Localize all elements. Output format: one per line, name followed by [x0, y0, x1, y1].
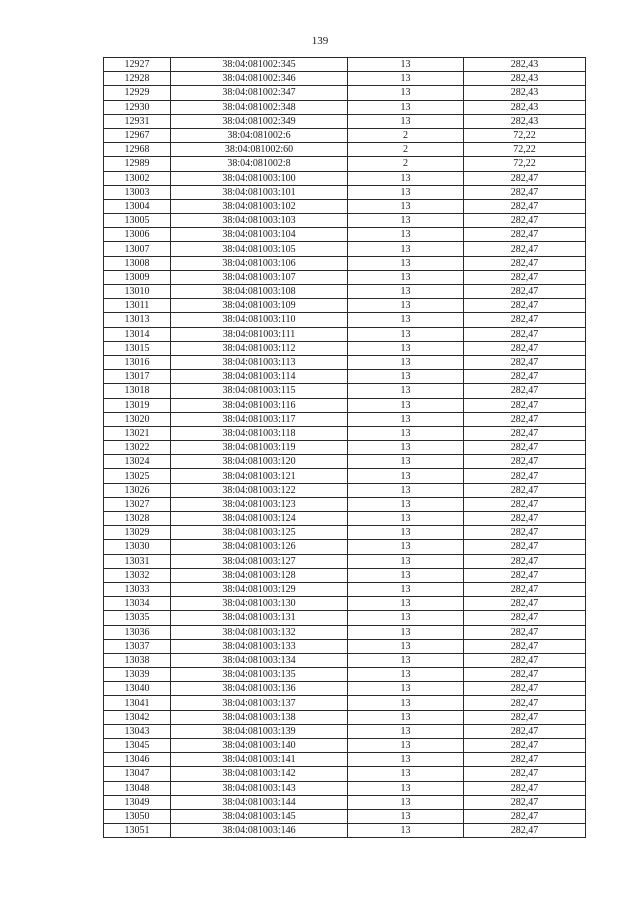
- table-row: [104, 398, 586, 412]
- table-row: [104, 72, 586, 86]
- amount-cell: 282,47: [464, 639, 586, 653]
- share-count-cell: 13: [348, 739, 464, 753]
- cadastral-number-cell: 38:04:081003:114: [171, 370, 348, 384]
- table-row: [104, 185, 586, 199]
- cadastral-number-cell: 38:04:081003:146: [171, 824, 348, 838]
- record-number-cell: 13040: [104, 682, 171, 696]
- cadastral-number-cell: 38:04:081003:123: [171, 497, 348, 511]
- cadastral-number-cell: 38:04:081003:117: [171, 412, 348, 426]
- amount-cell: 282,47: [464, 384, 586, 398]
- share-count-cell: 13: [348, 72, 464, 86]
- record-number-cell: 13036: [104, 625, 171, 639]
- record-number-cell: 13027: [104, 497, 171, 511]
- record-number-cell: 12931: [104, 114, 171, 128]
- record-number-cell: 12967: [104, 128, 171, 142]
- cadastral-number-cell: 38:04:081003:116: [171, 398, 348, 412]
- table-row: [104, 767, 586, 781]
- amount-cell: 282,47: [464, 668, 586, 682]
- table-row: [104, 824, 586, 838]
- record-number-cell: 13022: [104, 441, 171, 455]
- share-count-cell: 13: [348, 285, 464, 299]
- share-count-cell: 13: [348, 497, 464, 511]
- share-count-cell: 13: [348, 242, 464, 256]
- cadastral-number-cell: 38:04:081003:142: [171, 767, 348, 781]
- cadastral-number-cell: 38:04:081003:109: [171, 299, 348, 313]
- record-number-cell: 13017: [104, 370, 171, 384]
- record-number-cell: 13028: [104, 512, 171, 526]
- table-row: [104, 724, 586, 738]
- record-number-cell: 13031: [104, 554, 171, 568]
- amount-cell: 282,47: [464, 597, 586, 611]
- table-row: [104, 469, 586, 483]
- share-count-cell: 13: [348, 313, 464, 327]
- amount-cell: 282,47: [464, 441, 586, 455]
- share-count-cell: 13: [348, 582, 464, 596]
- table-row: [104, 441, 586, 455]
- cadastral-number-cell: 38:04:081003:139: [171, 724, 348, 738]
- amount-cell: 282,47: [464, 739, 586, 753]
- table-row: [104, 242, 586, 256]
- record-number-cell: 13047: [104, 767, 171, 781]
- amount-cell: 282,47: [464, 512, 586, 526]
- share-count-cell: 13: [348, 809, 464, 823]
- amount-cell: 282,47: [464, 767, 586, 781]
- record-number-cell: 12989: [104, 157, 171, 171]
- record-number-cell: 13051: [104, 824, 171, 838]
- amount-cell: 72,22: [464, 143, 586, 157]
- amount-cell: 282,47: [464, 256, 586, 270]
- record-number-cell: 13007: [104, 242, 171, 256]
- amount-cell: 282,47: [464, 426, 586, 440]
- amount-cell: 282,43: [464, 100, 586, 114]
- share-count-cell: 13: [348, 412, 464, 426]
- record-number-cell: 13048: [104, 781, 171, 795]
- share-count-cell: 13: [348, 370, 464, 384]
- record-number-cell: 13019: [104, 398, 171, 412]
- table-row: [104, 795, 586, 809]
- record-number-cell: 13038: [104, 653, 171, 667]
- cadastral-number-cell: 38:04:081003:104: [171, 228, 348, 242]
- amount-cell: 282,47: [464, 270, 586, 284]
- share-count-cell: 13: [348, 185, 464, 199]
- cadastral-number-cell: 38:04:081003:129: [171, 582, 348, 596]
- amount-cell: 282,47: [464, 185, 586, 199]
- record-number-cell: 13004: [104, 199, 171, 213]
- cadastral-number-cell: 38:04:081003:133: [171, 639, 348, 653]
- table-row: [104, 100, 586, 114]
- cadastral-number-cell: 38:04:081003:138: [171, 710, 348, 724]
- share-count-cell: 13: [348, 299, 464, 313]
- amount-cell: 282,47: [464, 625, 586, 639]
- record-number-cell: 13015: [104, 341, 171, 355]
- amount-cell: 282,47: [464, 214, 586, 228]
- amount-cell: 282,47: [464, 497, 586, 511]
- table-row: [104, 327, 586, 341]
- cadastral-number-cell: 38:04:081003:100: [171, 171, 348, 185]
- table-row: [104, 739, 586, 753]
- record-number-cell: 13003: [104, 185, 171, 199]
- share-count-cell: 13: [348, 469, 464, 483]
- share-count-cell: 13: [348, 568, 464, 582]
- amount-cell: 282,47: [464, 228, 586, 242]
- share-count-cell: 13: [348, 199, 464, 213]
- amount-cell: 282,47: [464, 540, 586, 554]
- table-row: [104, 384, 586, 398]
- cadastral-number-cell: 38:04:081003:108: [171, 285, 348, 299]
- share-count-cell: 13: [348, 327, 464, 341]
- table-row: [104, 611, 586, 625]
- cadastral-number-cell: 38:04:081003:127: [171, 554, 348, 568]
- amount-cell: 282,43: [464, 72, 586, 86]
- amount-cell: 282,47: [464, 412, 586, 426]
- share-count-cell: 13: [348, 824, 464, 838]
- cadastral-number-cell: 38:04:081003:110: [171, 313, 348, 327]
- table-row: [104, 128, 586, 142]
- table-row: [104, 597, 586, 611]
- cadastral-number-cell: 38:04:081003:111: [171, 327, 348, 341]
- table-row: [104, 412, 586, 426]
- cadastral-number-cell: 38:04:081003:121: [171, 469, 348, 483]
- share-count-cell: 13: [348, 256, 464, 270]
- cadastral-number-cell: 38:04:081003:136: [171, 682, 348, 696]
- table-row: [104, 270, 586, 284]
- amount-cell: 282,47: [464, 327, 586, 341]
- record-number-cell: 13018: [104, 384, 171, 398]
- amount-cell: 72,22: [464, 157, 586, 171]
- share-count-cell: 13: [348, 355, 464, 369]
- record-number-cell: 13005: [104, 214, 171, 228]
- cadastral-number-cell: 38:04:081003:144: [171, 795, 348, 809]
- share-count-cell: 13: [348, 554, 464, 568]
- share-count-cell: 13: [348, 441, 464, 455]
- share-count-cell: 13: [348, 58, 464, 72]
- share-count-cell: 13: [348, 100, 464, 114]
- record-number-cell: 13006: [104, 228, 171, 242]
- share-count-cell: 13: [348, 611, 464, 625]
- table-row: [104, 86, 586, 100]
- amount-cell: 282,47: [464, 483, 586, 497]
- registry-table: [103, 57, 586, 838]
- share-count-cell: 13: [348, 753, 464, 767]
- share-count-cell: 13: [348, 341, 464, 355]
- cadastral-number-cell: 38:04:081003:124: [171, 512, 348, 526]
- share-count-cell: 13: [348, 455, 464, 469]
- table-row: [104, 256, 586, 270]
- amount-cell: 282,47: [464, 313, 586, 327]
- record-number-cell: 13013: [104, 313, 171, 327]
- amount-cell: 282,47: [464, 398, 586, 412]
- cadastral-number-cell: 38:04:081003:122: [171, 483, 348, 497]
- share-count-cell: 13: [348, 114, 464, 128]
- table-row: [104, 171, 586, 185]
- cadastral-number-cell: 38:04:081003:112: [171, 341, 348, 355]
- record-number-cell: 13050: [104, 809, 171, 823]
- record-number-cell: 13009: [104, 270, 171, 284]
- share-count-cell: 13: [348, 526, 464, 540]
- record-number-cell: 12929: [104, 86, 171, 100]
- record-number-cell: 12927: [104, 58, 171, 72]
- amount-cell: 72,22: [464, 128, 586, 142]
- share-count-cell: 13: [348, 668, 464, 682]
- cadastral-number-cell: 38:04:081003:131: [171, 611, 348, 625]
- record-number-cell: 13043: [104, 724, 171, 738]
- cadastral-number-cell: 38:04:081002:348: [171, 100, 348, 114]
- share-count-cell: 13: [348, 86, 464, 100]
- cadastral-number-cell: 38:04:081003:141: [171, 753, 348, 767]
- record-number-cell: 13011: [104, 299, 171, 313]
- cadastral-number-cell: 38:04:081003:107: [171, 270, 348, 284]
- cadastral-number-cell: 38:04:081003:126: [171, 540, 348, 554]
- record-number-cell: 12930: [104, 100, 171, 114]
- record-number-cell: 13010: [104, 285, 171, 299]
- table-row: [104, 426, 586, 440]
- cadastral-number-cell: 38:04:081003:143: [171, 781, 348, 795]
- amount-cell: 282,47: [464, 696, 586, 710]
- share-count-cell: 13: [348, 724, 464, 738]
- amount-cell: 282,47: [464, 199, 586, 213]
- share-count-cell: 13: [348, 767, 464, 781]
- record-number-cell: 13049: [104, 795, 171, 809]
- cadastral-number-cell: 38:04:081002:345: [171, 58, 348, 72]
- table-row: [104, 370, 586, 384]
- amount-cell: 282,47: [464, 710, 586, 724]
- share-count-cell: 13: [348, 398, 464, 412]
- record-number-cell: 12928: [104, 72, 171, 86]
- record-number-cell: 13002: [104, 171, 171, 185]
- record-number-cell: 13026: [104, 483, 171, 497]
- table-row: [104, 313, 586, 327]
- share-count-cell: 13: [348, 653, 464, 667]
- table-row: [104, 497, 586, 511]
- record-number-cell: 13039: [104, 668, 171, 682]
- amount-cell: 282,47: [464, 355, 586, 369]
- table-row: [104, 625, 586, 639]
- record-number-cell: 13035: [104, 611, 171, 625]
- record-number-cell: 13024: [104, 455, 171, 469]
- record-number-cell: 13042: [104, 710, 171, 724]
- cadastral-number-cell: 38:04:081002:8: [171, 157, 348, 171]
- share-count-cell: 13: [348, 214, 464, 228]
- amount-cell: 282,47: [464, 242, 586, 256]
- amount-cell: 282,47: [464, 653, 586, 667]
- cadastral-number-cell: 38:04:081003:115: [171, 384, 348, 398]
- cadastral-number-cell: 38:04:081003:125: [171, 526, 348, 540]
- cadastral-number-cell: 38:04:081002:6: [171, 128, 348, 142]
- amount-cell: 282,47: [464, 809, 586, 823]
- table-row: [104, 455, 586, 469]
- table-row: [104, 58, 586, 72]
- share-count-cell: 13: [348, 710, 464, 724]
- table-row: [104, 512, 586, 526]
- share-count-cell: 13: [348, 483, 464, 497]
- cadastral-number-cell: 38:04:081003:119: [171, 441, 348, 455]
- record-number-cell: 13008: [104, 256, 171, 270]
- table-row: [104, 653, 586, 667]
- table-row: [104, 214, 586, 228]
- record-number-cell: 13032: [104, 568, 171, 582]
- amount-cell: 282,47: [464, 526, 586, 540]
- share-count-cell: 13: [348, 540, 464, 554]
- cadastral-number-cell: 38:04:081003:101: [171, 185, 348, 199]
- cadastral-number-cell: 38:04:081003:113: [171, 355, 348, 369]
- table-row: [104, 554, 586, 568]
- share-count-cell: 2: [348, 143, 464, 157]
- amount-cell: 282,47: [464, 795, 586, 809]
- record-number-cell: 13021: [104, 426, 171, 440]
- table-row: [104, 582, 586, 596]
- cadastral-number-cell: 38:04:081003:132: [171, 625, 348, 639]
- table-row: [104, 568, 586, 582]
- record-number-cell: 13046: [104, 753, 171, 767]
- table-row: [104, 355, 586, 369]
- amount-cell: 282,47: [464, 370, 586, 384]
- record-number-cell: 13020: [104, 412, 171, 426]
- table-row: [104, 199, 586, 213]
- table-row: [104, 809, 586, 823]
- amount-cell: 282,47: [464, 341, 586, 355]
- record-number-cell: 13016: [104, 355, 171, 369]
- amount-cell: 282,47: [464, 682, 586, 696]
- record-number-cell: 13033: [104, 582, 171, 596]
- amount-cell: 282,47: [464, 611, 586, 625]
- amount-cell: 282,47: [464, 781, 586, 795]
- amount-cell: 282,47: [464, 824, 586, 838]
- registry-table-body: [104, 58, 586, 838]
- share-count-cell: 13: [348, 597, 464, 611]
- share-count-cell: 13: [348, 639, 464, 653]
- record-number-cell: 13034: [104, 597, 171, 611]
- record-number-cell: 13037: [104, 639, 171, 653]
- cadastral-number-cell: 38:04:081003:118: [171, 426, 348, 440]
- record-number-cell: 13041: [104, 696, 171, 710]
- cadastral-number-cell: 38:04:081002:346: [171, 72, 348, 86]
- amount-cell: 282,47: [464, 568, 586, 582]
- amount-cell: 282,47: [464, 724, 586, 738]
- cadastral-number-cell: 38:04:081003:130: [171, 597, 348, 611]
- table-row: [104, 710, 586, 724]
- amount-cell: 282,43: [464, 114, 586, 128]
- amount-cell: 282,47: [464, 753, 586, 767]
- share-count-cell: 13: [348, 171, 464, 185]
- page-number: 139: [311, 35, 329, 47]
- share-count-cell: 13: [348, 426, 464, 440]
- cadastral-number-cell: 38:04:081003:128: [171, 568, 348, 582]
- table-row: [104, 781, 586, 795]
- amount-cell: 282,47: [464, 285, 586, 299]
- table-row: [104, 483, 586, 497]
- cadastral-number-cell: 38:04:081003:134: [171, 653, 348, 667]
- share-count-cell: 13: [348, 384, 464, 398]
- share-count-cell: 13: [348, 781, 464, 795]
- share-count-cell: 2: [348, 128, 464, 142]
- cadastral-number-cell: 38:04:081003:120: [171, 455, 348, 469]
- table-row: [104, 526, 586, 540]
- table-row: [104, 639, 586, 653]
- cadastral-number-cell: 38:04:081002:349: [171, 114, 348, 128]
- share-count-cell: 13: [348, 696, 464, 710]
- registry-table-container: [103, 57, 586, 838]
- table-row: [104, 540, 586, 554]
- cadastral-number-cell: 38:04:081003:145: [171, 809, 348, 823]
- share-count-cell: 13: [348, 512, 464, 526]
- table-row: [104, 668, 586, 682]
- share-count-cell: 13: [348, 795, 464, 809]
- cadastral-number-cell: 38:04:081002:60: [171, 143, 348, 157]
- table-row: [104, 285, 586, 299]
- record-number-cell: 13045: [104, 739, 171, 753]
- share-count-cell: 2: [348, 157, 464, 171]
- table-row: [104, 696, 586, 710]
- share-count-cell: 13: [348, 270, 464, 284]
- amount-cell: 282,47: [464, 469, 586, 483]
- amount-cell: 282,47: [464, 554, 586, 568]
- cadastral-number-cell: 38:04:081003:102: [171, 199, 348, 213]
- amount-cell: 282,47: [464, 171, 586, 185]
- cadastral-number-cell: 38:04:081003:140: [171, 739, 348, 753]
- cadastral-number-cell: 38:04:081003:105: [171, 242, 348, 256]
- cadastral-number-cell: 38:04:081003:137: [171, 696, 348, 710]
- cadastral-number-cell: 38:04:081002:347: [171, 86, 348, 100]
- record-number-cell: 13025: [104, 469, 171, 483]
- share-count-cell: 13: [348, 625, 464, 639]
- record-number-cell: 13029: [104, 526, 171, 540]
- cadastral-number-cell: 38:04:081003:106: [171, 256, 348, 270]
- amount-cell: 282,43: [464, 58, 586, 72]
- cadastral-number-cell: 38:04:081003:135: [171, 668, 348, 682]
- table-row: [104, 114, 586, 128]
- table-row: [104, 299, 586, 313]
- amount-cell: 282,43: [464, 86, 586, 100]
- amount-cell: 282,47: [464, 299, 586, 313]
- record-number-cell: 13030: [104, 540, 171, 554]
- share-count-cell: 13: [348, 682, 464, 696]
- table-row: [104, 682, 586, 696]
- share-count-cell: 13: [348, 228, 464, 242]
- table-row: [104, 753, 586, 767]
- record-number-cell: 13014: [104, 327, 171, 341]
- table-row: [104, 228, 586, 242]
- amount-cell: 282,47: [464, 582, 586, 596]
- table-row: [104, 143, 586, 157]
- table-row: [104, 157, 586, 171]
- record-number-cell: 12968: [104, 143, 171, 157]
- table-row: [104, 341, 586, 355]
- amount-cell: 282,47: [464, 455, 586, 469]
- cadastral-number-cell: 38:04:081003:103: [171, 214, 348, 228]
